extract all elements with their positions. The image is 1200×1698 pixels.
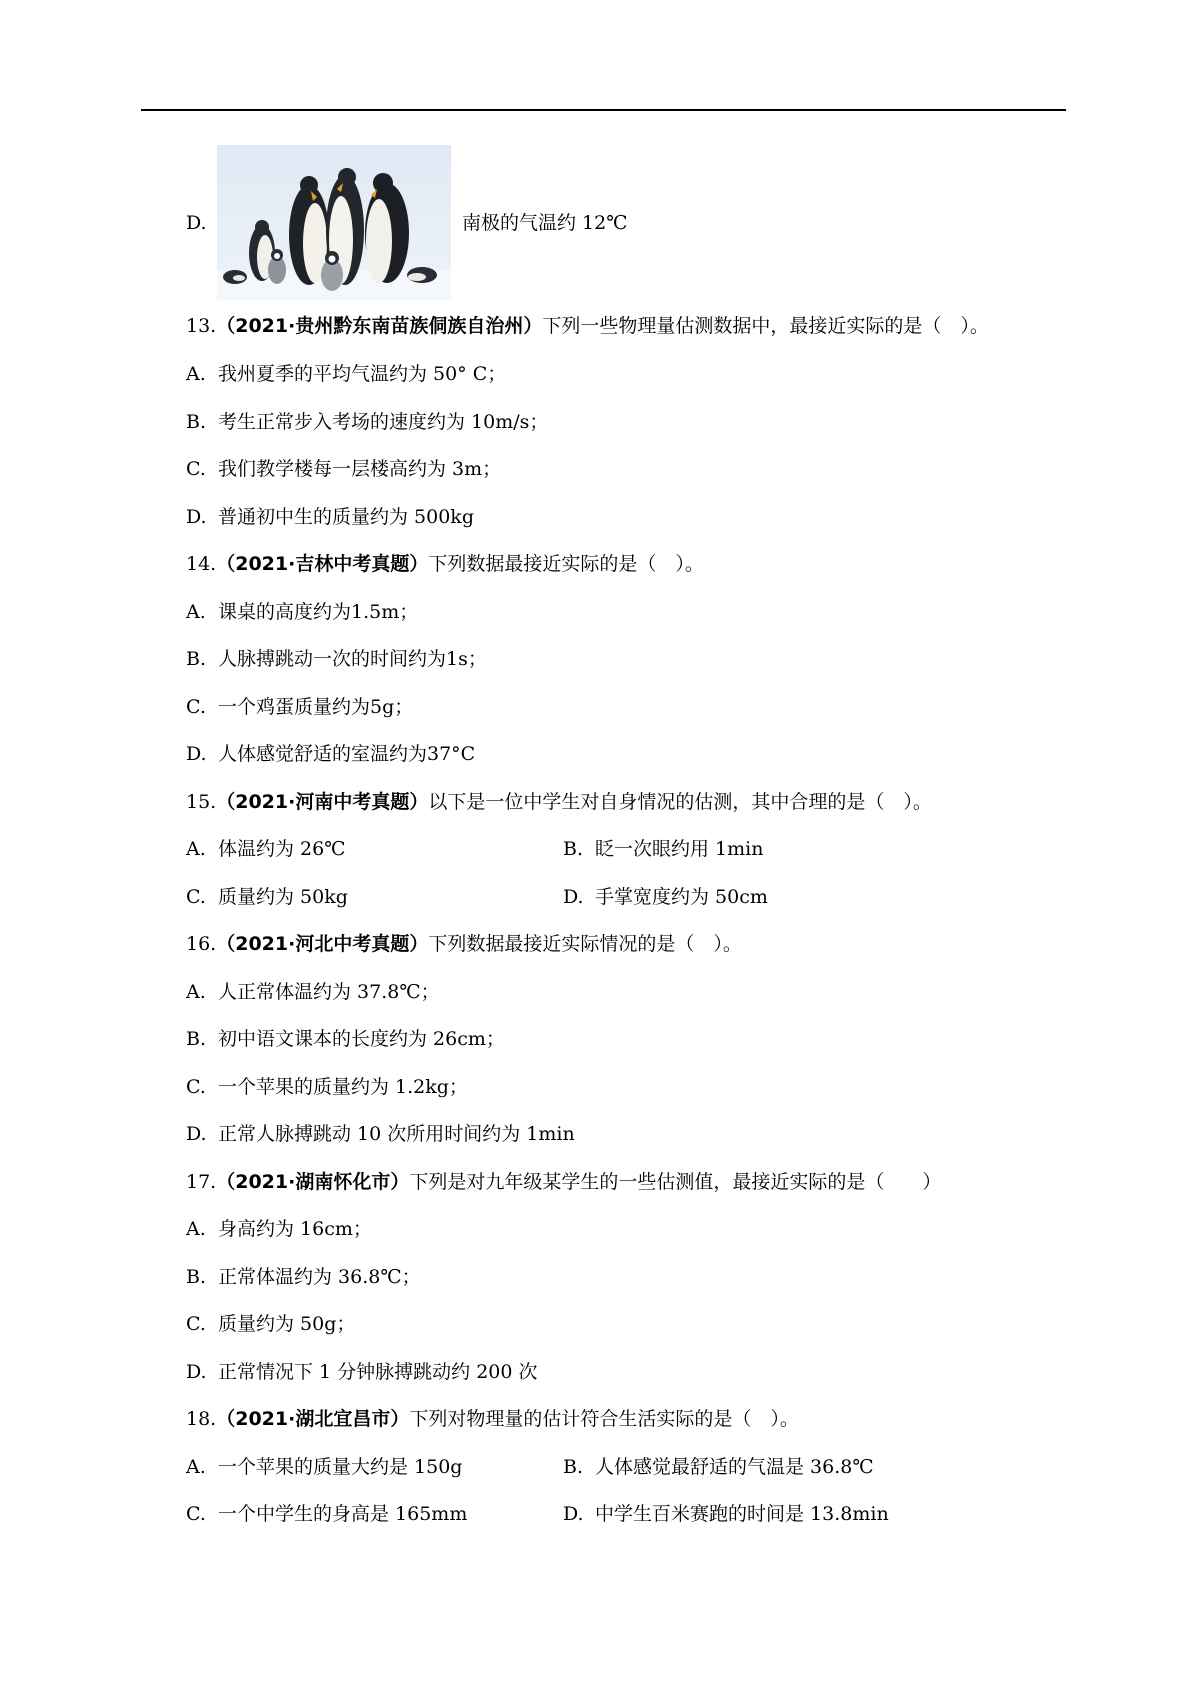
option-d-letter: D. bbox=[186, 212, 207, 234]
question-13-option-c: C. 我们教学楼每一层楼高约为 3m； bbox=[186, 458, 502, 480]
question-15-option-d: D. 手掌宽度约为 50cm bbox=[563, 886, 768, 908]
option-d-text: 南极的气温约 12℃ bbox=[462, 212, 628, 234]
question-15-stem: 15.（2021·河南中考真题）以下是一位中学生对自身情况的估测，其中合理的是（ ）。 bbox=[186, 791, 932, 813]
question-14-option-d: D. 人体感觉舒适的室温约为37°C bbox=[186, 743, 476, 765]
question-17-stem: 17.（2021·湖南怀化市）下列是对九年级某学生的一些估测值，最接近实际的是（ ） bbox=[186, 1171, 942, 1193]
penguins-image bbox=[217, 145, 451, 300]
question-13-option-d: D. 普通初中生的质量约为 500kg bbox=[186, 506, 474, 528]
question-14-stem: 14.（2021·吉林中考真题）下列数据最接近实际的是（ ）。 bbox=[186, 553, 704, 575]
question-16-option-c: C. 一个苹果的质量约为 1.2kg； bbox=[186, 1076, 468, 1098]
question-13-option-a: A. 我州夏季的平均气温约为 50° C； bbox=[186, 363, 507, 385]
question-17-option-b: B. 正常体温约为 36.8℃； bbox=[186, 1266, 421, 1288]
question-16-option-b: B. 初中语文课本的长度约为 26cm； bbox=[186, 1028, 505, 1050]
question-16-option-a: A. 人正常体温约为 37.8℃； bbox=[186, 981, 440, 1003]
question-17-option-d: D. 正常情况下 1 分钟脉搏跳动约 200 次 bbox=[186, 1361, 538, 1383]
question-18-option-d: D. 中学生百米赛跑的时间是 13.8min bbox=[563, 1503, 889, 1525]
question-14-option-c: C. 一个鸡蛋质量约为5g； bbox=[186, 696, 414, 718]
question-18-option-c: C. 一个中学生的身高是 165mm bbox=[186, 1503, 468, 1525]
header-rule bbox=[141, 109, 1066, 111]
question-15-option-c: C. 质量约为 50kg bbox=[186, 886, 348, 908]
question-14-option-b: B. 人脉搏跳动一次的时间约为1s； bbox=[186, 648, 487, 670]
question-14-option-a: A. 课桌的高度约为1.5m； bbox=[186, 601, 419, 623]
question-16-option-d: D. 正常人脉搏跳动 10 次所用时间约为 1min bbox=[186, 1123, 575, 1145]
question-13-stem: 13.（2021·贵州黔东南苗族侗族自治州）下列一些物理量估测数据中，最接近实际的是（ ）。 bbox=[186, 315, 989, 337]
question-18-stem: 18.（2021·湖北宜昌市）下列对物理量的估计符合生活实际的是（ ）。 bbox=[186, 1408, 799, 1430]
question-16-stem: 16.（2021·河北中考真题）下列数据最接近实际情况的是（ ）。 bbox=[186, 933, 742, 955]
question-18-option-a: A. 一个苹果的质量大约是 150g bbox=[186, 1456, 463, 1478]
question-15-option-a: A. 体温约为 26℃ bbox=[186, 838, 346, 860]
question-15-option-b: B. 眨一次眼约用 1min bbox=[563, 838, 764, 860]
question-18-option-b: B. 人体感觉最舒适的气温是 36.8℃ bbox=[563, 1456, 874, 1478]
question-13-option-b: B. 考生正常步入考场的速度约为 10m/s； bbox=[186, 411, 549, 433]
question-17-option-a: A. 身高约为 16cm； bbox=[186, 1218, 372, 1240]
question-17-option-c: C. 质量约为 50g； bbox=[186, 1313, 356, 1335]
